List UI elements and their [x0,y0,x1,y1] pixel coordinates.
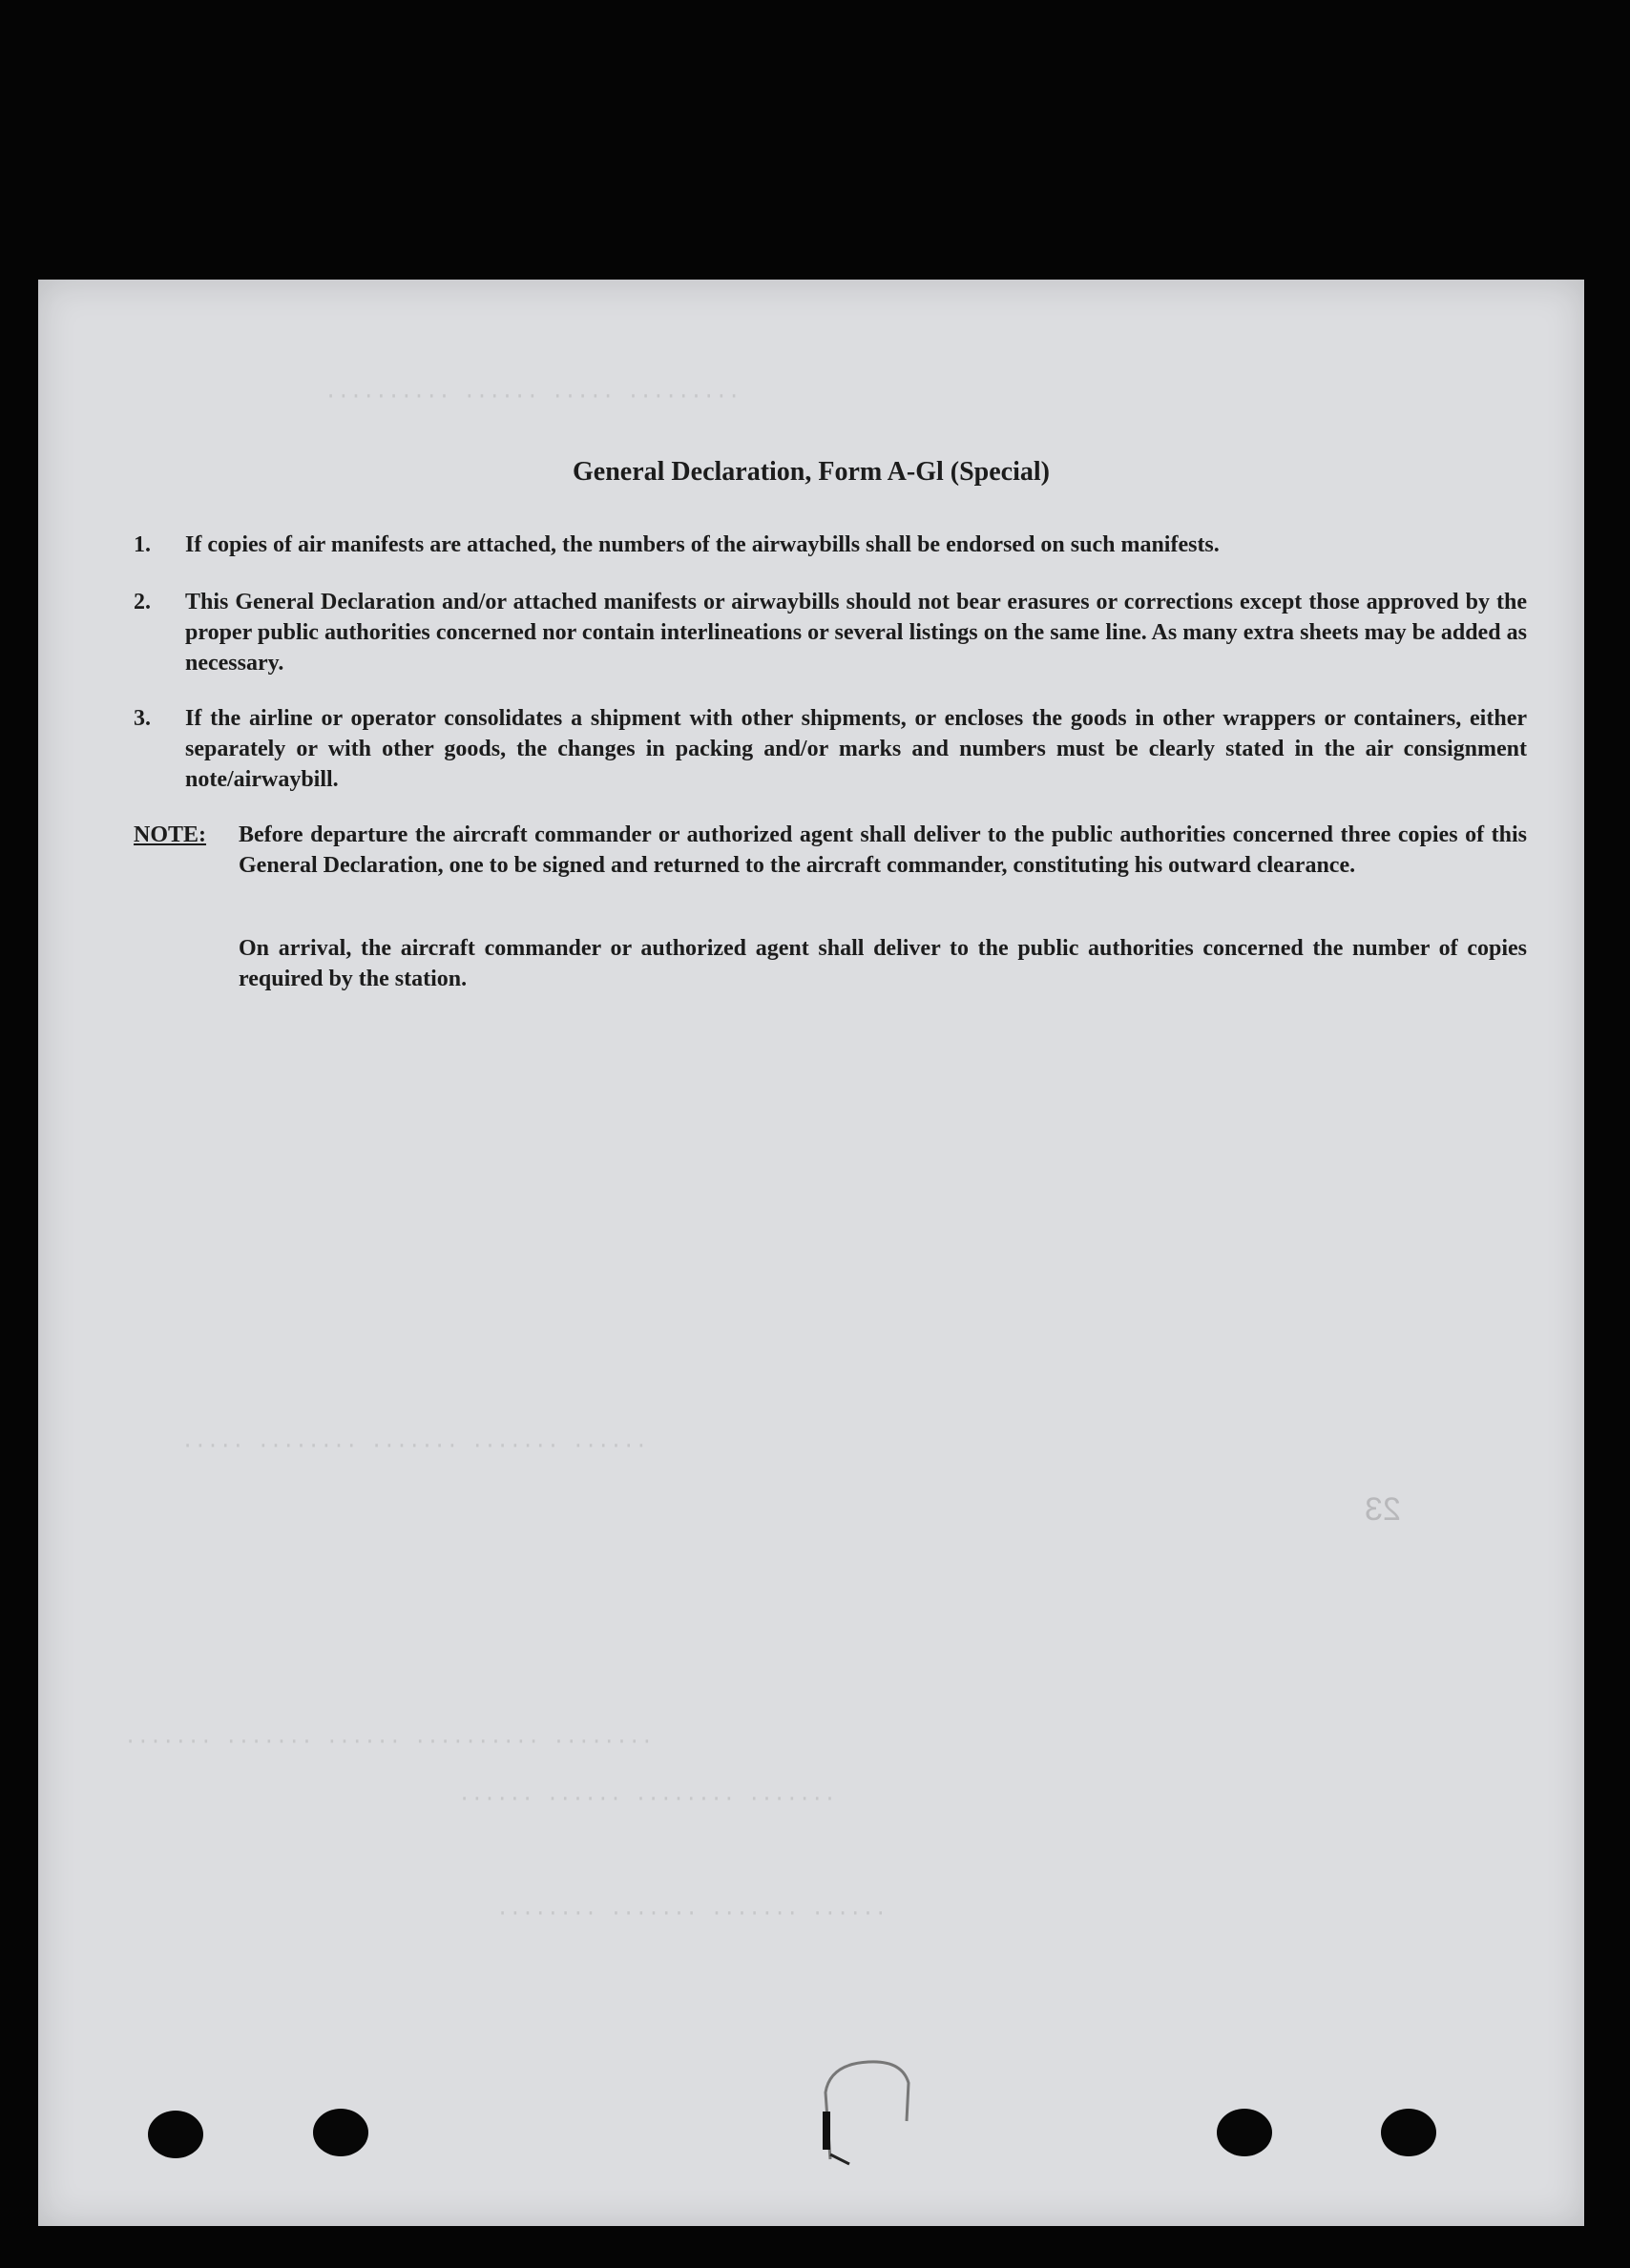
note-label: NOTE: [134,822,207,847]
punch-hole [313,2109,368,2156]
document-title: General Declaration, Form A-Gl (Special) [573,457,1050,487]
item-text: If copies of air manifests are attached, the numbers of the airwaybills shall be endorsed on such manifests. [185,532,1220,557]
list-item [134,703,1527,795]
punch-hole [1381,2109,1436,2156]
bleed-through-text: ········ ······· ······· ······ [496,1902,888,1925]
note-paragraph-1: Before departure the aircraft commander or authorized agent shall deliver to the public authorities concerned three copies of this General Declaration, one to be signed and returned to the aircraft commander, constituting his outward clearance. [239,822,1527,878]
page-number: 23 [1365,1491,1401,1528]
list-item [134,530,1527,560]
bleed-through-text: ······ ······ ········ ······· [458,1787,837,1811]
list-item [134,587,1527,678]
note-paragraph-2: On arrival, the aircraft commander or authorized agent shall deliver to the public authorities concerned the number of copies required by the station. [239,936,1527,991]
note-section-2 [134,933,1527,994]
bleed-through-text: ····· ········ ······· ······· ······ [181,1434,648,1458]
note-section [134,820,1527,881]
item-number: 3. [134,706,151,731]
punch-hole [1217,2109,1272,2156]
bleed-through-text: ······· ······· ······ ·········· ········ [124,1730,654,1754]
item-text: This General Declaration and/or attached manifests or airwaybills should not bear erasures or corrections except those approved by the proper public authorities concerned nor contain interlineations or several listings on the same line. As many extra sheets may be added as necessary. [185,590,1527,676]
document-page [38,280,1584,2226]
note-indent [134,933,239,994]
punch-hole [148,2111,203,2158]
bleed-through-text: ·········· ······ ····· ········· [324,385,741,408]
item-text: If the airline or operator consolidates a shipment with other shipments, or encloses the goods in other wrappers or containers, either separately or with other goods, the changes in packing and/or marks and numbers must be clearly stated in the air consignment note/airwaybill. [185,706,1527,792]
item-number: 1. [134,532,151,557]
torn-stamp-mark [811,2054,935,2169]
item-number: 2. [134,590,151,614]
